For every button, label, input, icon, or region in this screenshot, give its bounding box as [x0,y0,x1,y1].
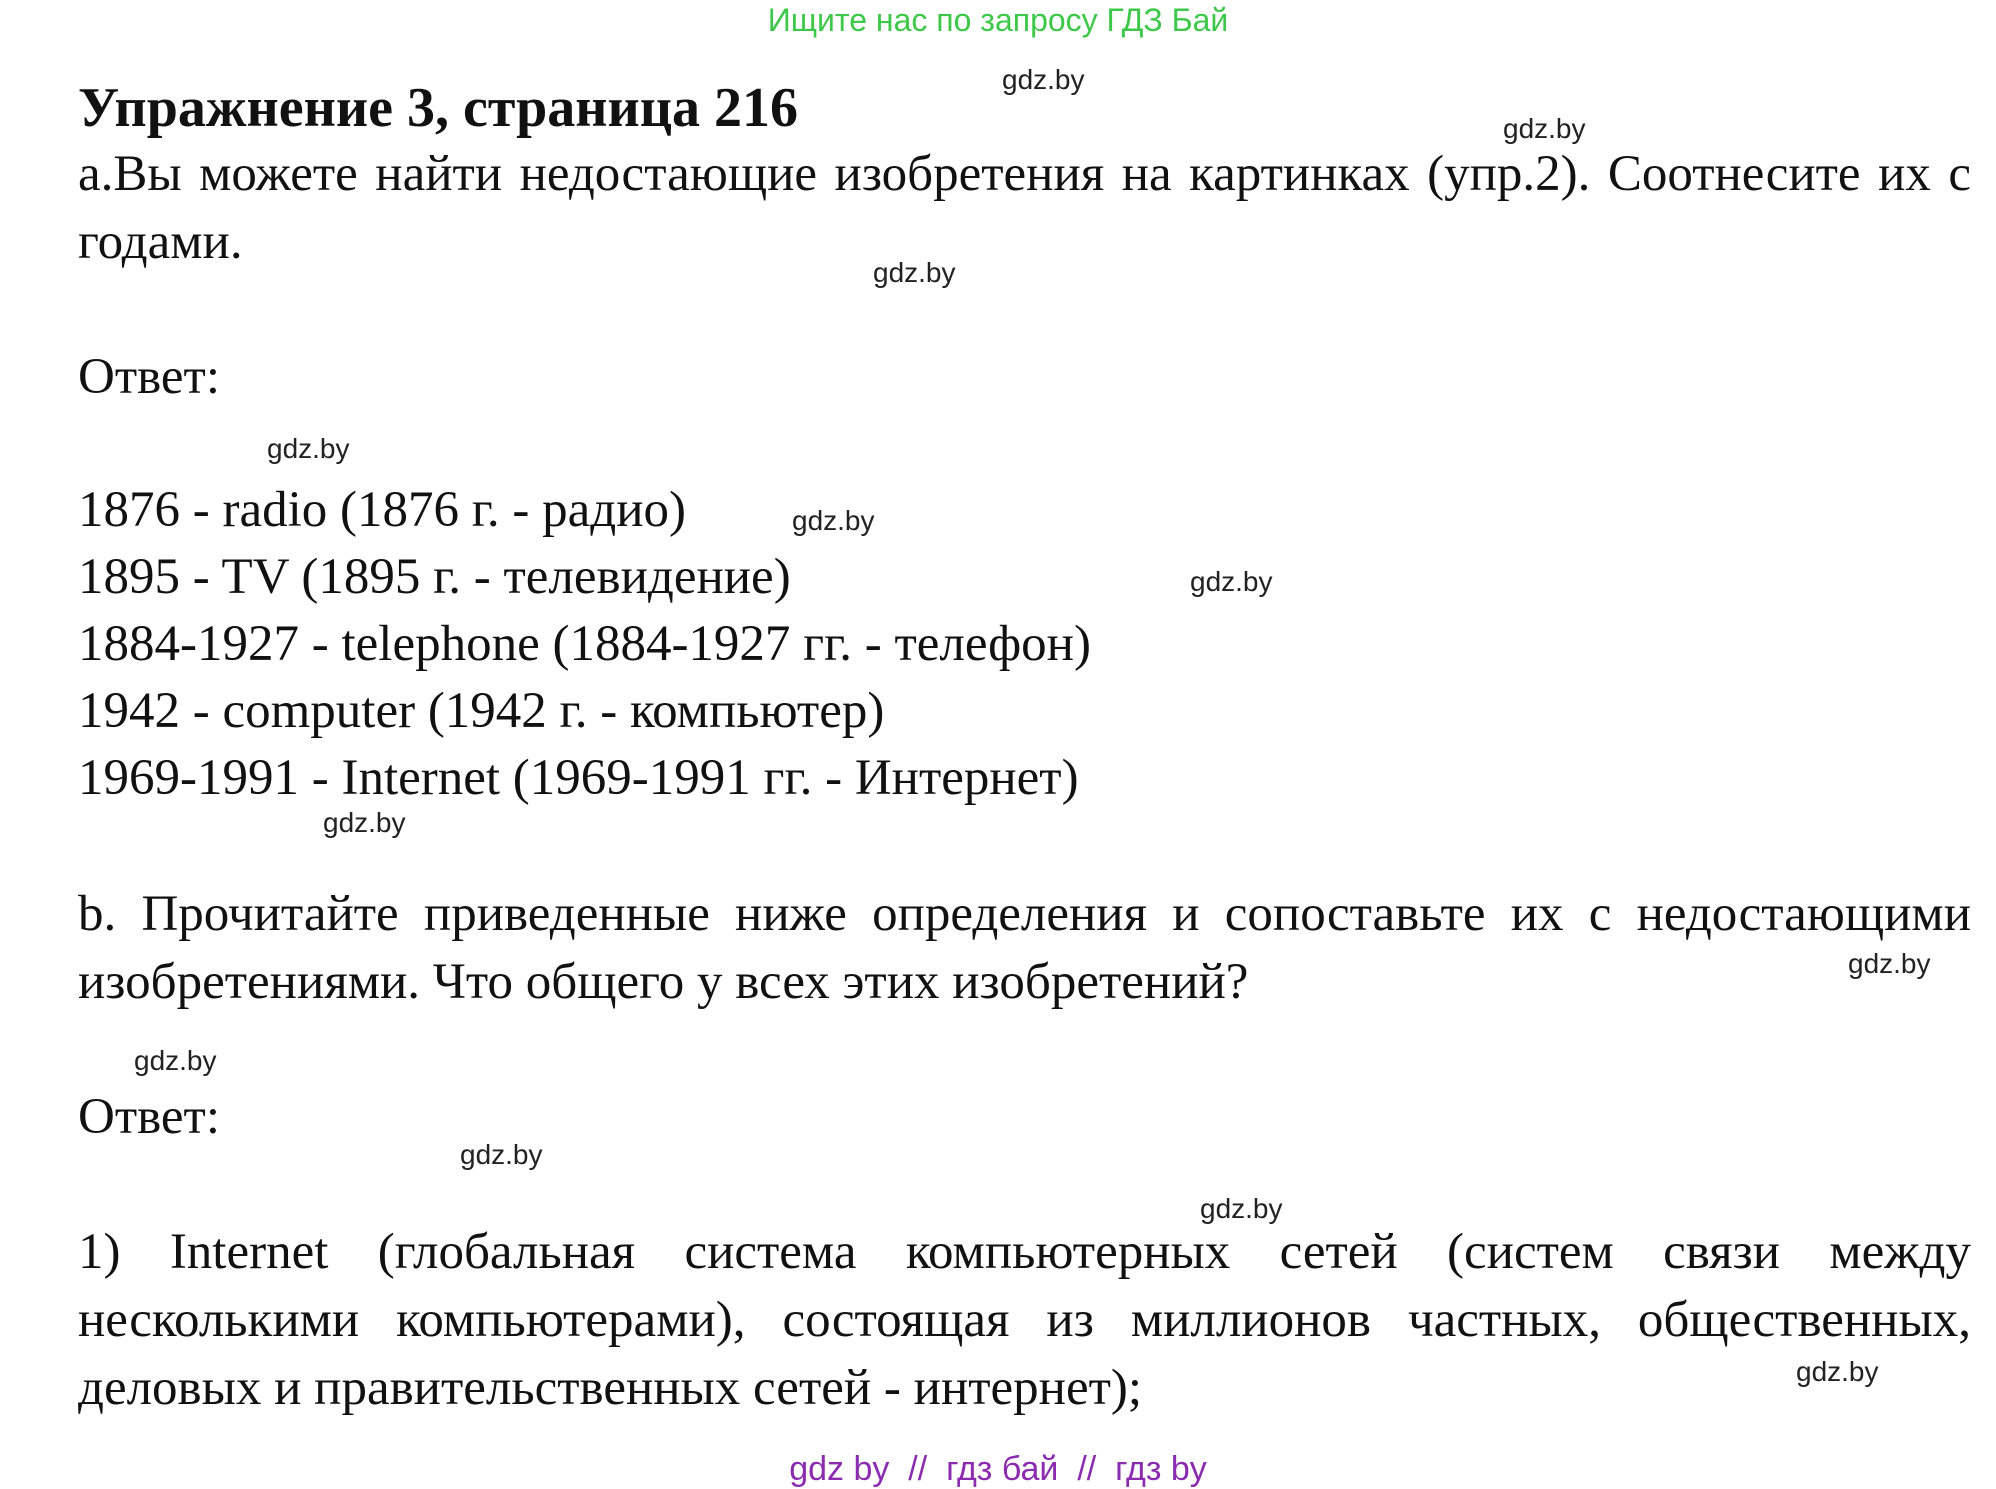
question-b: b. Прочитайте приведенные ниже определения и сопоставьте их с недостающими изобретениями. Что общего у всех этих изобретений? [78,886,1971,1010]
question-a: a.Вы можете найти недостающие изобретения на картинках (упр.2). Соотнесите их с годами. [78,146,1971,270]
answer-line-3: 1884-1927 - telephone (1884-1927 гг. - телефон) [78,616,1091,672]
watermark: gdz.by [1200,1193,1283,1224]
page-title: Упражнение 3, страница 216 [78,77,799,139]
answer-line-4: 1942 - computer (1942 г. - компьютер) [78,683,885,739]
watermark: gdz.by [1503,113,1586,144]
answer-line-2: 1895 - TV (1895 г. - телевидение) [78,549,791,605]
watermark: gdz.by [460,1139,543,1170]
watermark: gdz.by [134,1045,217,1076]
top-banner: Ищите нас по запросу ГДЗ Бай [767,2,1229,38]
answer-text-b: 1) Internet (глобальная система компьютерных сетей (систем связи между несколькими компьютерами), состоящая из миллионов частных, общественных, деловых и правительственных сетей - интернет); [78,1224,1971,1416]
bottom-banner: gdz by // гдз бай // гдз by [789,1450,1207,1488]
watermark: gdz.by [1002,64,1085,95]
watermark: gdz.by [1190,566,1273,597]
watermark: gdz.by [792,505,875,536]
answer-label-b: Ответ: [78,1089,220,1145]
watermark: gdz.by [267,433,350,464]
answer-line-1: 1876 - radio (1876 г. - радио) [78,482,687,538]
answer-label-a: Ответ: [78,349,220,405]
watermark: gdz.by [1848,948,1931,979]
watermark: gdz.by [873,257,956,288]
watermark: gdz.by [1796,1356,1879,1387]
answer-line-5: 1969-1991 - Internet (1969-1991 гг. - Интернет) [78,750,1079,806]
watermark: gdz.by [323,807,406,838]
